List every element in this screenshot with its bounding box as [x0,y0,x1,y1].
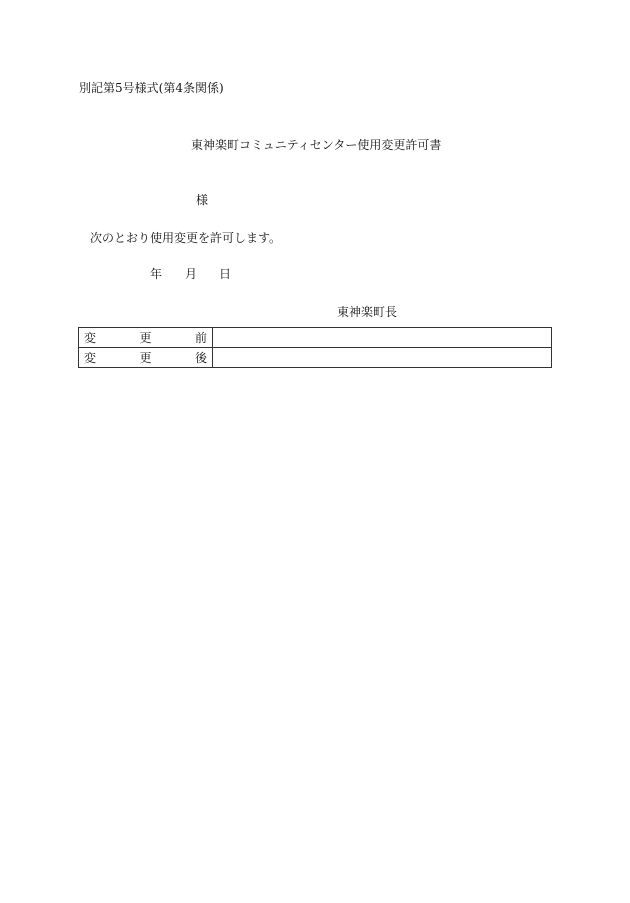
change-details-table [78,327,552,368]
addressee-honorific: 様 [196,193,209,207]
date-day-label: 日 [219,267,232,281]
document-title: 東神楽町コミュニティセンター使用変更許可書 [191,138,442,152]
date-month-label: 月 [185,267,198,281]
form-number-label: 別記第5号様式(第4条関係) [79,81,224,95]
date-year-label: 年 [150,267,163,281]
label-char: 後 [194,351,207,365]
label-char: 前 [194,331,207,345]
label-char: 更 [139,351,152,365]
table-row-before-change [79,328,552,348]
permission-statement: 次のとおり使用変更を許可します。 [90,231,282,245]
label-char: 更 [139,331,152,345]
after-change-value [213,348,552,368]
label-char: 変 [84,351,97,365]
before-change-value [213,328,552,348]
label-char: 変 [84,331,97,345]
issuer-name: 東神楽町長 [337,305,398,319]
before-change-label [79,328,213,348]
after-change-label [79,348,213,368]
table-row-after-change [79,348,552,368]
